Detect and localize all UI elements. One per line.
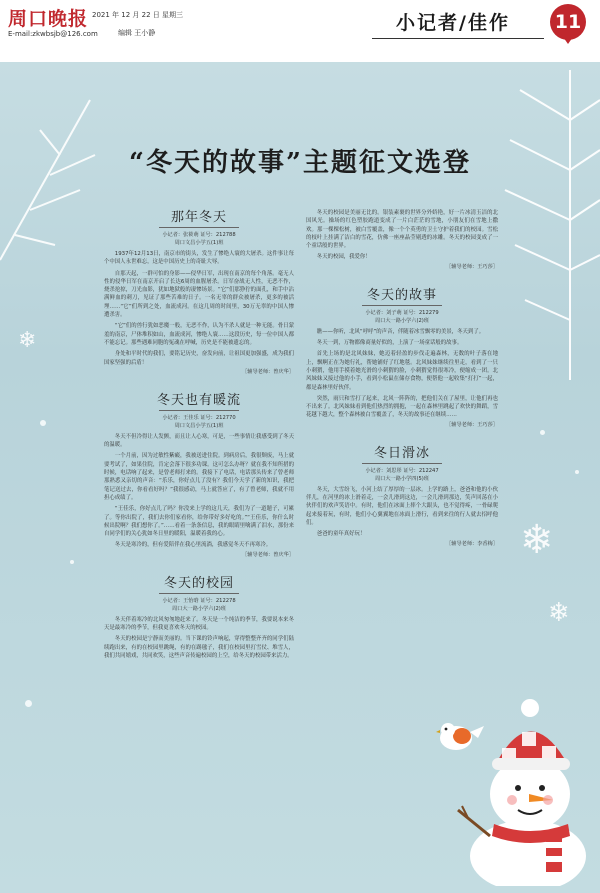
article-author: 小记者：王佳乐 证号：212770 xyxy=(162,414,236,421)
article-paragraph: 1937年12月13日，南京市的街头，发生了惨绝人寰的大屠杀。这件事让每个中国人永世难忘，这是中国历史上的奇耻大辱。 xyxy=(104,251,294,266)
article-title: 冬天也有暖流 xyxy=(104,389,294,411)
snowflake-icon: ❄ xyxy=(548,598,570,628)
article-author: 小记者：刘思彤 证号：212247 xyxy=(365,467,439,474)
article-winter-skating xyxy=(306,442,498,547)
article-paragraph: 一个月前，因为过敏性紫癜，我被送进住院。到病房后，我很颓废，马上就要考试了，如果住院，肯定会落下很多功课。这可怎么办呀？就在我不知所措的时候，电话响了起来，是曾老师打来的。我接下了电话，电话那头传来了曾老师那熟悉又亲切的声音：“乐乐，你好点儿了没有？我们今天学了新的知识，我把笔记送过去，你看看好吗？”我很感动，马上就答应了，有了曾老师，我就不用担心成绩了。 xyxy=(104,453,294,501)
right-column xyxy=(306,206,498,547)
article-school: 周口文昌小学五(1)班 xyxy=(174,422,224,429)
article-title: 冬天的故事 xyxy=(306,284,498,306)
editor-credit: 编辑 王小静 xyxy=(118,29,156,37)
left-column xyxy=(104,206,294,660)
article-paragraph: “它”们的兽行犹如恶魔一般，无恶不作，认为不杀人就是一种无能。骨日蒙羞的南京，尸体堆积如山，血流成河，惨绝人寰……这段历史，每一位中国人都不能忘记。那些遇难同胞的冤魂在呼喊，历史是不能被遗忘的。 xyxy=(104,323,294,346)
article-paragraph: 自那天起，一群可怕的身影——侵华日军，出现在南京的每个角落。毫无人性的侵华日军在南京开启了长达6周的血腥屠杀。日军奋战无人性，无恶不作，烧杀抢掠，刀光血影，犹如地狱般的凄惨场景。“它”们那狰狞的面孔，和手中沾满鲜血的刺刀，见证了那些苦难的日子。一名无辜的群众被屠杀，更多的被活埋……“它”们所到之处，血流成河。在这几周的时间里，30万无辜的中国人惨遭杀害。 xyxy=(104,270,294,319)
snowflake-icon: ❄ xyxy=(520,517,554,563)
main-headline: “冬天的故事”主题征文选登 xyxy=(129,148,471,178)
article-paragraph: 冬天，大雪纷飞，小河上结了厚厚的一层冰。上学的路上，爸爸和他的小伙伴儿，在河里的冰上滑着走，一会儿滑到这边，一会儿滑到那边，笑声回荡在小伙伴们的欢声笑语中。有时，他们在冰面上摔个大跟头，也不觉得疼，一骨碌爬起来接着玩，有时，他们小心翼翼地在冰面上滑行，看到来往的行人就去招呼他们。 xyxy=(306,486,498,526)
snowflake-icon: ❄ xyxy=(18,328,37,353)
article-winter-story xyxy=(306,284,498,428)
page-number-badge-tip xyxy=(561,34,575,44)
article-advisor: ［辅导老师：李香梅］ xyxy=(446,540,498,547)
article-paragraph: 首先上场的是北风妹妹，她迈着轻盈的步伐走遍森林，无数的叶子落在地上，飘啊正在为她行礼，帮她铺好了红地毯。北风妹妹继续往里走，看到了一只小刺猬，他用手摸着她光滑的小刺猬的脸，小刺猬觉得很寒冷，便缩成一团。北风妹妹又接过他的小手，看到小松鼠在储存食物，便帮他一起收集“打打”一起，都是森林里好伙伴。 xyxy=(306,351,498,391)
article-school: 周口大一路小学六(2)班 xyxy=(374,317,430,324)
newspaper-name: 周口晚报 xyxy=(8,8,89,30)
article-title: 那年冬天 xyxy=(104,206,294,228)
article-advisor: ［辅导老师：王巧莎］ xyxy=(446,421,498,428)
article-winter-campus xyxy=(104,572,294,660)
article-school: 周口文昌小学五(1)班 xyxy=(174,240,224,246)
article-author: 小记者：张筱萌 证号：212788 xyxy=(162,232,236,238)
article-paragraph: 冬天的校园，我爱你！ xyxy=(316,254,371,261)
header-divider xyxy=(372,38,544,39)
article-title: 冬天的校园 xyxy=(104,572,294,594)
snowman-illustration xyxy=(418,686,588,886)
masthead xyxy=(0,0,600,62)
article-advisor: ［辅导老师：曾庆华］ xyxy=(242,368,294,375)
snow-dot xyxy=(70,560,74,564)
article-paragraph: 冬天一到，万物都像商量好似的，上演了一场童话般的故事。 xyxy=(316,340,463,347)
contact-email: E-mail:zkwbsjb@126.com xyxy=(8,30,98,38)
snow-dot xyxy=(40,420,46,426)
article-paragraph: 突然，雨只和雪打了起来，北风一阵阵的，把他们关在了屋里，让他们再也不出来了。北风妹妹看到他们热烈的拥抱，一起在森林里跳起了欢快的舞蹈，雪花越下越大，整个森林被白雪覆盖了，冬天的故事还在继续…… xyxy=(306,395,498,419)
article-winter-that-year xyxy=(104,206,294,375)
article-paragraph: 身处和平时代的我们，要铭记历史，奋发向前，让祖国更加强盛，成为我们国家坚强的后盾！ xyxy=(104,351,294,366)
section-title: 小记者/佳作 xyxy=(396,12,510,34)
article-paragraph: 冬天不但冷得让人发颤，而且让人心寒，可是，一些事情让我感受到了冬天的温暖。 xyxy=(104,433,294,449)
article-paragraph: 冬天的校园是美丽无比的。银装素裹的世界分外娇艳，好一片冰清玉洁的北国风光。操场的红色塑胶跑道变成了一片白茫茫的雪地，小朋友们在雪地上撒欢。那一棵棵松树，被白雪覆盖，像一个个英勇的卫士守护着我们的校园。雪松的枝叶上挂满了洁白的雪花，仿佛一座座晶莹剔透的冰雕。冬天的校园变成了一个童话般的世界。 xyxy=(306,210,498,250)
article-paragraph: 冬天伴着寒冷的北风匆匆地赶来了。冬天是一个纯洁的季节，我要说本来冬天是最寒冷的季节，但我更喜欢冬天的校园。 xyxy=(104,616,294,632)
article-paragraph: 爸爸的童年真好玩！ xyxy=(316,531,366,538)
snow-dot xyxy=(25,700,32,707)
snow-dot xyxy=(540,430,545,435)
article-school: 周口大一路小学六(2)班 xyxy=(171,605,227,612)
article-author: 小记者：王怡晗 证号：212278 xyxy=(162,597,236,604)
article-winter-warmth xyxy=(104,389,294,558)
article-advisor: ［辅导老师：王巧莎］ xyxy=(446,263,498,270)
article-winter-campus-continued xyxy=(306,209,498,270)
article-school: 周口大一路小学四(5)班 xyxy=(374,475,430,482)
bird-icon xyxy=(436,723,484,750)
snowy-tree-right-decoration xyxy=(500,60,600,380)
article-paragraph: 瞧——你听，北风“呼呼”的声音，伴随着冰雪飘零的美景，冬天到了。 xyxy=(316,328,485,335)
article-paragraph: 冬天的校园是宁静而美丽的。当下课的铃声响起，穿得整整齐齐的同学们陆续跑出来，有的在校园里跳绳，有的在踢毽子，我们在校园里打雪仗、堆雪人，我们共同嬉戏，共同欢笑，这些声音传遍校园的上空，给冬天的校园带来活力。 xyxy=(104,636,294,659)
article-paragraph: “王佳乐，你好点儿了吗？你没来上学的这几天，我们为了一道题子，可累了。等你出院了，我们去你们家看你，给你带好多好吃的。”“王佳乐，你什么时候出院啊？我们想你了。”……看着一条条信息，我的眼睛里噙满了泪水，那份来自同学们的关心犹如冬日里的暖阳，温暖着我的心。 xyxy=(104,506,294,538)
article-title: 冬日滑冰 xyxy=(306,442,498,464)
page-number-badge: 11 xyxy=(550,4,586,40)
issue-date: 2021 年 12 月 22 日 星期三 xyxy=(92,11,183,19)
snow-dot xyxy=(575,470,579,474)
article-paragraph: 冬天是寒冷的，但有爱陪伴在我心里流淌，我感觉冬天不再寒冷。 xyxy=(114,542,272,549)
article-author: 小记者：刘子萌 证号：212279 xyxy=(365,309,439,316)
article-advisor: ［辅导老师：曾庆华］ xyxy=(242,551,294,558)
